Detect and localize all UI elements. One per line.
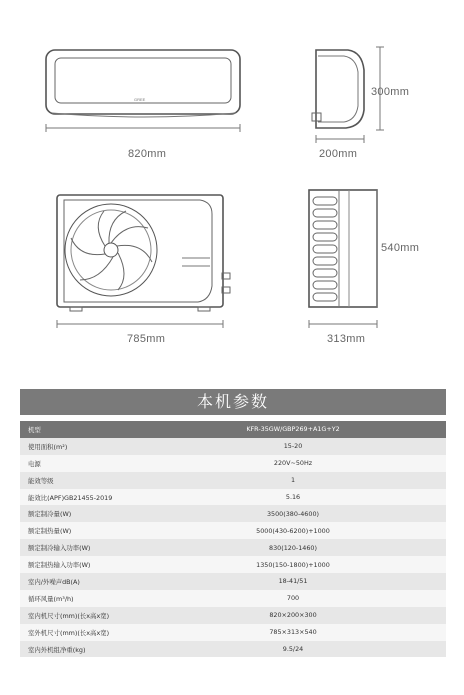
spec-table-row (20, 573, 446, 590)
spec-row-label: 电源 (28, 459, 41, 468)
spec-row-label: 室内机尺寸(mm)(长x高x宽) (28, 611, 110, 620)
spec-table-row (20, 624, 446, 641)
spec-table-row (20, 607, 446, 624)
brand-logo: GREE (134, 97, 146, 102)
spec-table-row (20, 539, 446, 556)
spec-table-row (20, 522, 446, 539)
spec-row-value: 3500(380-4600) (266, 509, 320, 518)
spec-table (20, 421, 446, 657)
spec-row-label: 能效比(APF)GB21455-2019 (28, 493, 113, 502)
indoor-unit-front-drawing (46, 50, 240, 132)
spec-row-value: 1350(150-1800)+1000 (256, 560, 330, 569)
spec-row-value: 9.5/24 (282, 645, 304, 654)
spec-row-value: 220V~50Hz (273, 459, 313, 468)
spec-row-value: 18-41/51 (278, 577, 308, 586)
spec-row-label: 室内外机组净重(kg) (28, 645, 86, 654)
outdoor-width-label: 785mm (127, 333, 166, 345)
spec-row-value: 5.16 (285, 493, 301, 501)
outdoor-height-label: 540mm (381, 242, 420, 254)
spec-row-value: 820×200×300 (269, 611, 317, 620)
spec-table-row (20, 455, 446, 472)
indoor-depth-label: 200mm (319, 148, 358, 160)
spec-table-row (20, 472, 446, 489)
spec-row-label: 额定制热输入功率(W) (28, 561, 91, 570)
spec-table-row (20, 505, 446, 522)
outdoor-unit-front-drawing (57, 195, 230, 328)
spec-table-section (20, 389, 446, 657)
spec-header-value: KFR-35GW/GBP269+A1G+Y2 (246, 425, 340, 434)
indoor-width-label: 820mm (128, 148, 167, 160)
spec-row-value: 15-20 (283, 442, 303, 451)
spec-table-row (20, 590, 446, 607)
spec-table-row (20, 438, 446, 455)
indoor-height-label: 300mm (371, 86, 410, 98)
spec-table-row (20, 489, 446, 506)
spec-row-label: 室内/外噪声dB(A) (28, 577, 80, 586)
spec-table-title: 本机参数 (20, 389, 446, 415)
spec-row-value: 5000(430-6200)+1000 (256, 526, 330, 535)
spec-table-row (20, 556, 446, 573)
spec-row-value: 700 (286, 594, 300, 603)
spec-row-label: 室外机尺寸(mm)(长x高x宽) (28, 628, 110, 637)
spec-table-row (20, 641, 446, 658)
spec-row-label: 额定制热量(W) (28, 527, 72, 536)
spec-row-value: 830(120-1460) (269, 543, 317, 552)
spec-row-value: 785×313×540 (269, 628, 317, 637)
outdoor-depth-label: 313mm (327, 333, 366, 345)
spec-header-label: 机型 (28, 425, 41, 434)
spec-row-value: 1 (290, 476, 296, 485)
spec-row-label: 额定制冷输入功率(W) (28, 544, 91, 553)
spec-row-label: 能效等级 (28, 476, 54, 485)
spec-row-label: 使用面积(m²) (28, 442, 68, 451)
outdoor-unit-side-drawing (309, 190, 377, 328)
spec-table-header-row (20, 421, 446, 438)
spec-row-label: 额定制冷量(W) (28, 510, 72, 519)
spec-row-label: 循环风量(m³/h) (28, 594, 74, 603)
